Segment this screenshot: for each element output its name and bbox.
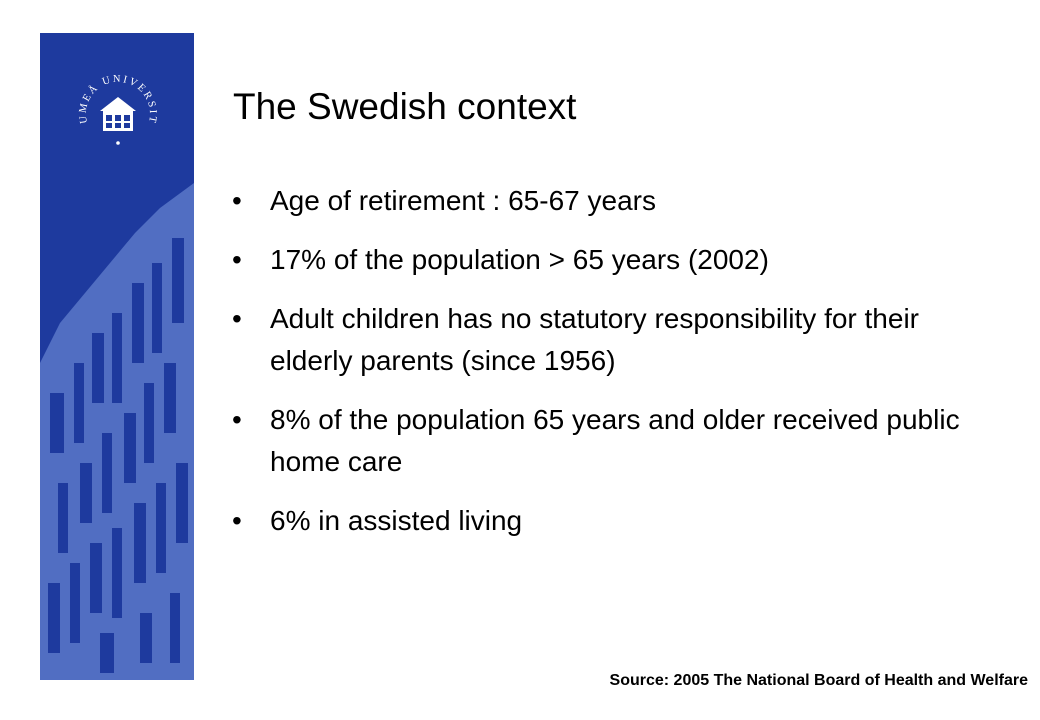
bullet-text: Adult children has no statutory responsibility for their elderly parents (since 1956) (270, 303, 919, 376)
bullet-text: Age of retirement : 65-67 years (270, 185, 656, 216)
bullet-icon: • (232, 244, 242, 275)
seal-lettering: UMEÅ UNIVERSIT (77, 73, 159, 126)
bullet-text: 6% in assisted living (270, 505, 523, 536)
bullet-icon: • (232, 404, 242, 435)
seal-graphic (76, 73, 160, 157)
bullet-icon: • (232, 185, 242, 216)
university-banner (40, 33, 194, 680)
bullet-icon: • (232, 505, 242, 536)
bullet-text: 8% of the population 65 years and older received public home care (270, 404, 960, 477)
bullet-item (232, 500, 992, 542)
bullet-list (232, 180, 992, 559)
university-seal-logo (76, 73, 160, 157)
bullet-text: 17% of the population > 65 years (2002) (270, 244, 769, 275)
source-citation: Source: 2005 The National Board of Health and Welfare (609, 672, 1028, 689)
bullet-icon: • (232, 303, 242, 334)
bullet-item (232, 180, 992, 222)
slide-title: The Swedish context (233, 86, 577, 127)
bullet-item (232, 298, 992, 382)
bullet-item (232, 399, 992, 483)
bullet-item (232, 239, 992, 281)
